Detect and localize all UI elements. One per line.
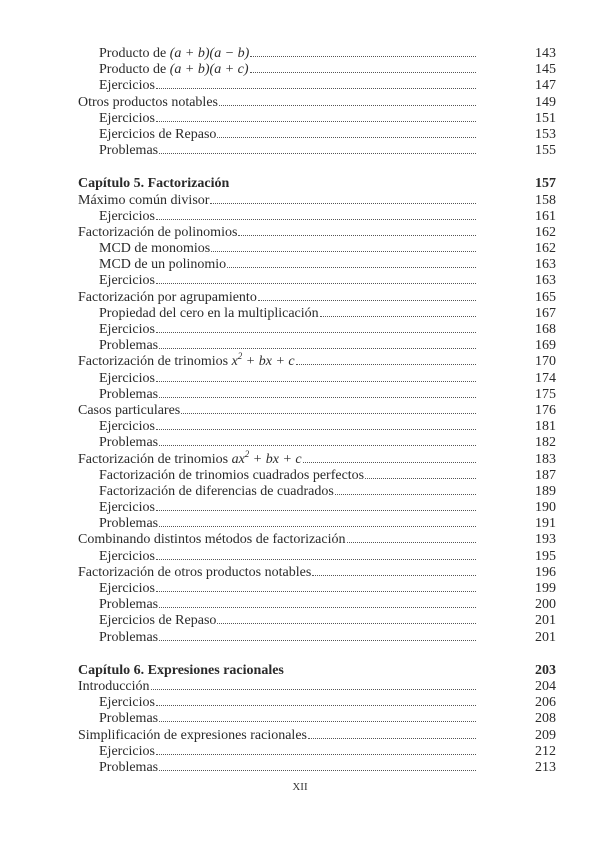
toc-entry (78, 468, 556, 484)
dot-leader (159, 770, 476, 771)
toc-entry (78, 435, 556, 451)
entry-title (99, 46, 249, 62)
entry-page-number: 193 (535, 532, 556, 548)
entry-label: Factorización de trinomios (78, 354, 232, 370)
entry-title (99, 209, 155, 225)
dot-leader (250, 72, 476, 73)
entry-page-number: 176 (535, 402, 556, 418)
toc-entry (78, 193, 556, 209)
entry-label: Ejercicios (99, 78, 155, 94)
math-exponent: 2 (237, 351, 243, 362)
entry-title (78, 532, 346, 548)
dot-leader (347, 542, 476, 543)
entry-page-number: 143 (535, 46, 556, 61)
dot-leader (159, 348, 476, 349)
dot-leader (296, 364, 476, 365)
entry-title (99, 111, 155, 127)
entry-label: Problemas (99, 143, 159, 159)
dot-leader (156, 219, 476, 220)
entry-title (99, 241, 210, 257)
entry-label: Problemas (99, 597, 159, 613)
entry-label: Ejercicios (99, 743, 155, 759)
entry-page-number: 168 (535, 322, 556, 337)
entry-page-number: 201 (535, 629, 556, 645)
entry-title (99, 468, 364, 484)
dot-leader (156, 429, 476, 430)
dot-leader (217, 137, 476, 138)
entry-label: Combinando distintos métodos de factorización (78, 532, 346, 548)
entry-title (99, 597, 158, 613)
entry-page-number: 206 (535, 695, 556, 711)
entry-page-number: 190 (535, 500, 556, 516)
dot-leader (151, 689, 476, 690)
dot-leader (365, 478, 476, 479)
entry-title (99, 78, 155, 94)
toc-entry (78, 448, 556, 468)
entry-title (99, 760, 158, 776)
dot-leader (159, 397, 476, 398)
dot-leader (159, 153, 476, 154)
toc-entry (78, 257, 556, 273)
dot-leader (227, 267, 476, 268)
toc-entry (78, 565, 556, 581)
entry-label: Ejercicios (99, 273, 155, 289)
entry-page-number: 209 (535, 727, 556, 743)
dot-leader (159, 607, 476, 608)
dot-leader (156, 283, 476, 284)
dot-leader (181, 413, 476, 414)
math-exponent: 2 (244, 448, 250, 459)
toc-entry (78, 46, 556, 62)
entry-page-number: 167 (535, 305, 556, 321)
entry-label: Otros productos notables (78, 94, 218, 110)
entry-page-number: 183 (535, 451, 556, 467)
dot-leader (156, 559, 476, 560)
entry-title (99, 62, 249, 78)
toc-entry (78, 516, 556, 532)
entry-page-number: 162 (535, 241, 556, 257)
entry-label: Producto de (99, 62, 170, 78)
entry-page-number: 181 (535, 419, 556, 435)
entry-label: Factorización de otros productos notables (78, 564, 312, 580)
toc-entry (78, 290, 556, 306)
toc-entry (78, 209, 556, 225)
entry-title (78, 679, 150, 695)
entry-page-number: 175 (535, 386, 556, 402)
toc-entry (78, 95, 556, 111)
toc-entry (78, 760, 556, 776)
entry-label: Máximo común divisor (78, 192, 210, 208)
entry-title (78, 176, 229, 192)
entry-title (99, 711, 158, 727)
entry-title (99, 143, 158, 159)
toc-entry (78, 500, 556, 516)
dot-leader (219, 105, 476, 106)
entry-label: Ejercicios (99, 695, 155, 711)
entry-page-number: 196 (535, 564, 556, 580)
entry-page-number: 195 (535, 548, 556, 564)
math-base: x (231, 354, 238, 370)
math-base: (a + b)(a − b) (169, 46, 250, 61)
table-of-contents (78, 46, 556, 776)
toc-entry (78, 306, 556, 322)
entry-title (99, 273, 155, 289)
toc-entry (78, 387, 556, 403)
dot-leader (335, 494, 476, 495)
entry-title (78, 225, 237, 241)
math-base: ax (231, 451, 245, 467)
toc-entry (78, 695, 556, 711)
entry-label: MCD de un polinomio (99, 257, 227, 273)
toc-entry (78, 127, 556, 143)
entry-title (78, 290, 257, 306)
entry-label: Ejercicios (99, 110, 155, 126)
entry-title (99, 744, 155, 760)
dot-leader (211, 251, 476, 252)
toc-entry (78, 532, 556, 548)
entry-label: Casos particulares (78, 402, 181, 418)
entry-title (99, 613, 216, 629)
entry-title (78, 403, 180, 419)
entry-page-number: 149 (535, 94, 556, 110)
entry-title (99, 387, 158, 403)
math-expression (231, 351, 295, 370)
entry-title (99, 500, 155, 516)
entry-label: Problemas (99, 759, 159, 775)
entry-title (99, 127, 216, 143)
entry-title (99, 322, 155, 338)
toc-entry (78, 371, 556, 387)
entry-page-number: 161 (535, 208, 556, 224)
math-tail: + bx + c (249, 451, 302, 467)
toc-entry (78, 241, 556, 257)
entry-page-number: 200 (535, 597, 556, 613)
entry-title (99, 630, 158, 646)
entry-label: Problemas (99, 338, 159, 354)
math-base: (a + b)(a + c) (169, 62, 249, 78)
entry-label: Ejercicios (99, 208, 155, 224)
chapter-heading (78, 663, 556, 679)
entry-page-number: 163 (535, 257, 556, 273)
dot-leader (217, 623, 476, 624)
dot-leader (312, 575, 476, 576)
entry-label: MCD de monomios (99, 241, 211, 257)
entry-label: Factorización de trinomios (78, 451, 232, 467)
entry-label: Ejercicios (99, 500, 155, 516)
entry-page-number: 213 (535, 759, 556, 775)
dot-leader (156, 705, 476, 706)
toc-entry (78, 630, 556, 646)
entry-title (99, 549, 155, 565)
dot-leader (156, 332, 476, 333)
entry-title (99, 516, 158, 532)
dot-leader (156, 88, 476, 89)
entry-page-number: 208 (535, 711, 556, 727)
dot-leader (308, 738, 476, 739)
entry-label: Factorización por agrupamiento (78, 289, 257, 305)
toc-entry (78, 338, 556, 354)
dot-leader (320, 316, 476, 317)
math-expression (170, 46, 250, 61)
math-tail: + bx + c (242, 354, 295, 370)
toc-entry (78, 225, 556, 241)
dot-leader (156, 381, 476, 382)
entry-title (78, 728, 307, 744)
entry-title (78, 351, 295, 370)
toc-entry (78, 679, 556, 695)
entry-title (99, 257, 226, 273)
entry-page-number: 189 (535, 483, 556, 499)
entry-page-number: 204 (535, 678, 556, 694)
toc-entry (78, 728, 556, 744)
entry-page-number: 162 (535, 224, 556, 240)
entry-page-number: 163 (535, 273, 556, 289)
entry-label: Factorización de diferencias de cuadrados (99, 483, 334, 499)
entry-page-number: 151 (535, 110, 556, 126)
math-expression (231, 448, 302, 467)
entry-page-number: 191 (535, 516, 556, 532)
entry-label: Ejercicios (99, 322, 155, 337)
entry-label: Producto de (99, 46, 170, 61)
entry-title (78, 193, 209, 209)
entry-title (99, 338, 158, 354)
entry-page-number: 212 (535, 743, 556, 759)
toc-entry (78, 403, 556, 419)
entry-label: Factorización de trinomios cuadrados perfectos (99, 467, 365, 483)
entry-page-number: 203 (535, 662, 556, 678)
dot-leader (159, 526, 476, 527)
entry-label: Problemas (99, 711, 159, 727)
dot-leader (156, 510, 476, 511)
toc-entry (78, 711, 556, 727)
entry-title (99, 419, 155, 435)
entry-page-number: 201 (535, 613, 556, 629)
dot-leader (210, 203, 476, 204)
entry-label: Simplificación de expresiones racionales (78, 727, 307, 743)
toc-entry (78, 273, 556, 289)
entry-page-number: 145 (535, 62, 556, 78)
entry-title (99, 484, 334, 500)
dot-leader (250, 56, 476, 57)
entry-title (78, 565, 311, 581)
entry-title (78, 95, 218, 111)
entry-title (78, 448, 302, 468)
entry-label: Capítulo 6. Expresiones racionales (78, 662, 284, 678)
entry-page-number: 187 (535, 467, 556, 483)
toc-entry (78, 351, 556, 370)
entry-label: Factorización de polinomios (78, 224, 238, 240)
toc-entry (78, 78, 556, 94)
entry-page-number: 174 (535, 370, 556, 386)
entry-label: Problemas (99, 629, 159, 645)
entry-label: Propiedad del cero en la multiplicación (99, 305, 319, 321)
toc-entry (78, 549, 556, 565)
entry-title (99, 581, 155, 597)
chapter-heading (78, 176, 556, 192)
entry-label: Ejercicios (99, 548, 155, 564)
entry-page-number: 165 (535, 289, 556, 305)
entry-page-number: 170 (535, 354, 556, 370)
page-number: XII (292, 781, 308, 793)
entry-page-number: 169 (535, 338, 556, 354)
entry-title (78, 663, 284, 679)
dot-leader (156, 121, 476, 122)
toc-entry (78, 322, 556, 338)
entry-page-number: 153 (535, 126, 556, 142)
entry-label: Ejercicios (99, 581, 155, 596)
entry-label: Problemas (99, 386, 159, 402)
entry-label: Problemas (99, 435, 159, 451)
dot-leader (159, 721, 476, 722)
entry-page-number: 199 (535, 581, 556, 596)
toc-entry (78, 143, 556, 159)
entry-label: Capítulo 5. Factorización (78, 176, 230, 192)
toc-entry (78, 111, 556, 127)
entry-label: Introducción (78, 678, 150, 694)
entry-label: Ejercicios de Repaso (99, 613, 217, 629)
dot-leader (238, 235, 476, 236)
dot-leader (159, 445, 476, 446)
toc-entry (78, 484, 556, 500)
toc-entry (78, 419, 556, 435)
entry-page-number: 182 (535, 435, 556, 451)
toc-entry (78, 62, 556, 78)
entry-label: Ejercicios (99, 419, 155, 435)
toc-entry (78, 597, 556, 613)
entry-title (99, 435, 158, 451)
toc-entry (78, 581, 556, 597)
entry-title (99, 695, 155, 711)
entry-label: Ejercicios (99, 370, 155, 386)
dot-leader (156, 591, 476, 592)
math-expression (170, 62, 249, 77)
dot-leader (258, 300, 476, 301)
entry-page-number: 155 (535, 143, 556, 159)
entry-page-number: 157 (535, 176, 556, 192)
entry-label: Ejercicios de Repaso (99, 126, 217, 142)
dot-leader (303, 462, 476, 463)
entry-page-number: 147 (535, 78, 556, 94)
entry-title (99, 371, 155, 387)
dot-leader (156, 754, 476, 755)
entry-title (99, 306, 319, 322)
entry-label: Problemas (99, 516, 159, 532)
dot-leader (159, 640, 476, 641)
toc-entry (78, 744, 556, 760)
entry-page-number: 158 (535, 192, 556, 208)
toc-entry (78, 613, 556, 629)
